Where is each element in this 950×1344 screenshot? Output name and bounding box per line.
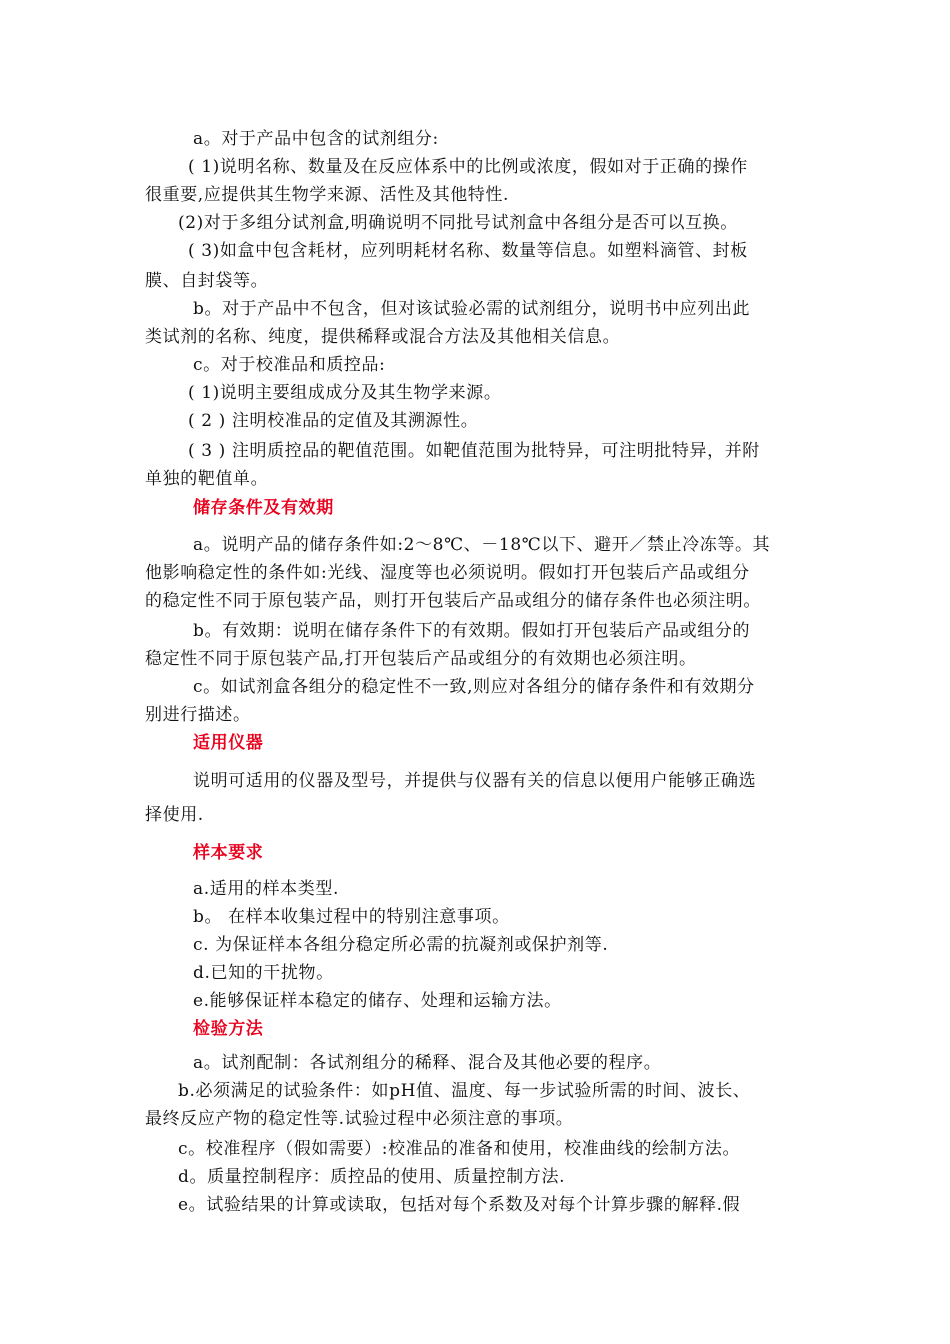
heading-storage: 储存条件及有效期: [193, 498, 334, 518]
storage-c-line1: c。如试剂盒各组分的稳定性不一致,则应对各组分的储存条件和有效期分: [193, 677, 755, 697]
s1-c3-line2: 单独的靶值单。: [145, 469, 269, 489]
heading-instruments: 适用仪器: [193, 733, 264, 753]
heading-sample: 样本要求: [193, 843, 264, 863]
method-d: d。质量控制程序：质控品的使用、质量控制方法.: [178, 1167, 566, 1187]
storage-a-line1: a。说明产品的储存条件如:2～8℃、－18℃以下、避开／禁止冷冻等。其: [193, 535, 771, 555]
storage-b-line2: 稳定性不同于原包装产品,打开包装后产品或组分的有效期也必须注明。: [145, 649, 697, 669]
sample-e: e.能够保证样本稳定的储存、处理和运输方法。: [193, 991, 562, 1011]
storage-b-line1: b。有效期：说明在储存条件下的有效期。假如打开包装后产品或组分的: [193, 621, 751, 641]
sample-b: b。 在样本收集过程中的特别注意事项。: [193, 907, 510, 927]
s1-c3-line1: ( 3 ) 注明质控品的靶值范围。如靶值范围为批特异，可注明批特异，并附: [188, 441, 760, 461]
sample-c: c. 为保证样本各组分稳定所必需的抗凝剂或保护剂等.: [193, 935, 609, 955]
s1-a: a。对于产品中包含的试剂组分:: [193, 129, 439, 149]
s1-p1-line2: 很重要,应提供其生物学来源、活性及其他特性.: [145, 185, 510, 205]
s1-p3-line2: 膜、自封袋等。: [145, 271, 269, 291]
sample-a: a.适用的样本类型.: [193, 879, 339, 899]
method-a: a。试剂配制：各试剂组分的稀释、混合及其他必要的程序。: [193, 1053, 662, 1073]
storage-c-line2: 别进行描述。: [145, 705, 251, 725]
s1-c1: ( 1)说明主要组成成分及其生物学来源。: [188, 383, 502, 403]
s1-c: c。对于校准品和质控品:: [193, 355, 386, 375]
s1-c2: ( 2 ) 注明校准品的定值及其溯源性。: [188, 411, 479, 431]
sample-d: d.已知的干扰物。: [193, 963, 334, 983]
storage-a-line3: 的稳定性不同于原包装产品，则打开包装后产品或组分的储存条件也必须注明。: [145, 591, 761, 611]
method-e: e。试验结果的计算或读取，包括对每个系数及对每个计算步骤的解释.假: [178, 1195, 741, 1215]
instruments-line1: 说明可适用的仪器及型号，并提供与仪器有关的信息以便用户能够正确选: [193, 771, 757, 791]
s1-p1-line1: ( 1)说明名称、数量及在反应体系中的比例或浓度，假如对于正确的操作: [188, 157, 748, 177]
s1-p2: (2)对于多组分试剂盒,明确说明不同批号试剂盒中各组分是否可以互换。: [178, 213, 738, 233]
s1-p3-line1: ( 3)如盒中包含耗材，应列明耗材名称、数量等信息。如塑料滴管、封板: [188, 241, 748, 261]
method-c: c。校准程序（假如需要）:校准品的准备和使用，校准曲线的绘制方法。: [178, 1139, 741, 1159]
instruments-line2: 择使用.: [145, 805, 204, 825]
method-b-line1: b.必须满足的试验条件：如pH值、温度、每一步试验所需的时间、波长、: [178, 1081, 751, 1101]
s1-b-line2: 类试剂的名称、纯度，提供稀释或混合方法及其他相关信息。: [145, 327, 621, 347]
s1-b-line1: b。对于产品中不包含，但对该试验必需的试剂组分，说明书中应列出此: [193, 299, 751, 319]
method-b-line2: 最终反应产物的稳定性等.试验过程中必须注意的事项。: [145, 1109, 574, 1129]
storage-a-line2: 他影响稳定性的条件如:光线、湿度等也必须说明。假如打开包装后产品或组分: [145, 563, 750, 583]
heading-method: 检验方法: [193, 1019, 264, 1039]
